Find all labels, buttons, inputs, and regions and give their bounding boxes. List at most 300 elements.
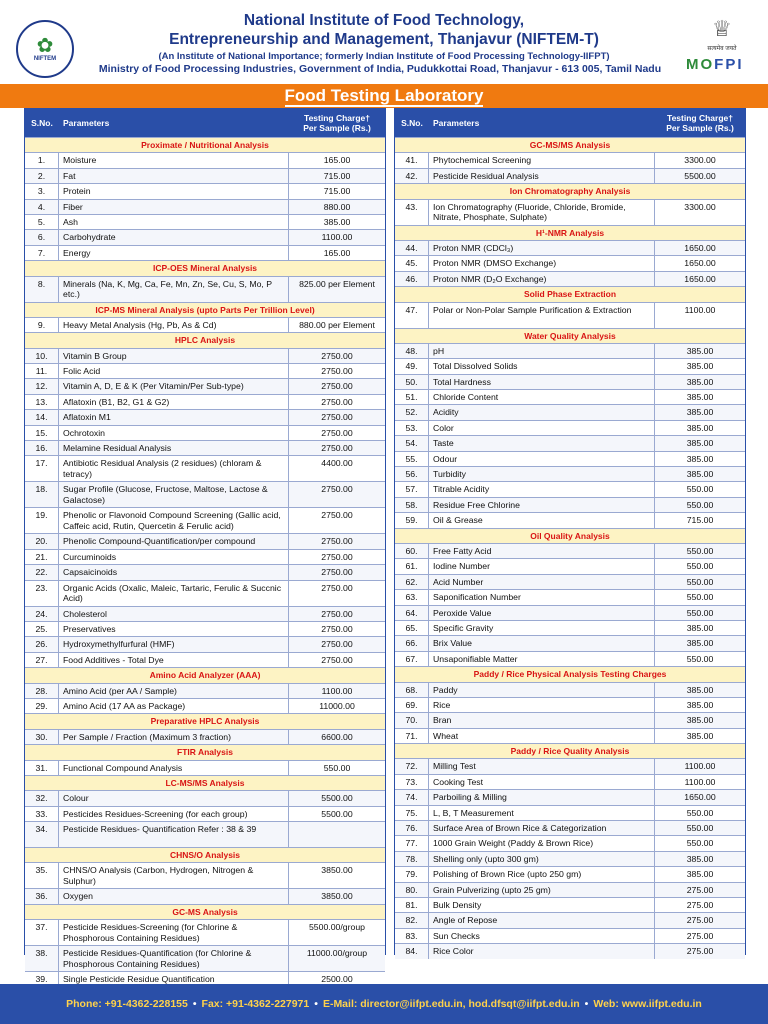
cell-charge: 275.00: [686, 946, 714, 957]
cell-charge: 1650.00: [684, 258, 716, 269]
cell-parameter: Fat: [59, 169, 289, 183]
cell-sno: 83.: [395, 929, 429, 943]
cell-sno: 25.: [25, 622, 59, 636]
cell-charge: 4400.00: [321, 458, 353, 469]
cell-parameter: Chloride Content: [429, 390, 655, 404]
charges-table-right: [394, 108, 746, 955]
cell-charge: 385.00: [686, 730, 714, 741]
cell-parameter: Preservatives: [59, 622, 289, 636]
cell-charge: 2750.00: [321, 567, 353, 578]
header-sno: S.No.: [31, 118, 53, 128]
cell-sno: 14.: [25, 410, 59, 424]
table-row: [395, 605, 745, 620]
cell-parameter: Phenolic Compound-Quantification/per compound: [59, 534, 289, 548]
table-row: [395, 712, 745, 727]
cell-parameter: Hydroxymethylfurfural (HMF): [59, 637, 289, 651]
cell-sno: 22.: [25, 565, 59, 579]
cell-sno: 28.: [25, 684, 59, 698]
cell-parameter: Heavy Metal Analysis (Hg, Pb, As & Cd): [59, 318, 289, 332]
header-charge-line1: Testing Charge†: [667, 113, 733, 123]
section-header: HPLC Analysis: [25, 332, 385, 347]
cell-sno: 75.: [395, 806, 429, 820]
table-row: [395, 835, 745, 850]
cell-parameter: Amino Acid (17 AA as Package): [59, 699, 289, 713]
cell-charge: 2750.00: [321, 536, 353, 547]
national-emblem-icon: ♕: [712, 16, 732, 41]
table-row: [25, 698, 385, 713]
mofpi-logo: [686, 56, 744, 73]
cell-charge: 2500.00: [321, 974, 353, 985]
cell-charge: 1100.00: [684, 761, 716, 772]
cell-sno: 74.: [395, 790, 429, 804]
cell-charge: 385.00: [686, 438, 714, 449]
cell-charge: 715.00: [323, 186, 351, 197]
cell-parameter: Bran: [429, 713, 655, 727]
table-row: [25, 549, 385, 564]
cell-charge: 2750.00: [321, 639, 353, 650]
cell-sno: 64.: [395, 606, 429, 620]
cell-charge: 11000.00: [319, 700, 355, 711]
table-row: [25, 580, 385, 606]
cell-sno: 81.: [395, 898, 429, 912]
cell-parameter: Ash: [59, 215, 289, 229]
table-row: [395, 589, 745, 604]
cell-charge: 2750.00: [321, 427, 353, 438]
cell-charge: 3300.00: [684, 201, 716, 212]
institute-logo: [16, 20, 74, 78]
cell-parameter: Rice: [429, 698, 655, 712]
table-row: [25, 564, 385, 579]
cell-sno: 54.: [395, 436, 429, 450]
cell-charge: 2750.00: [321, 366, 353, 377]
cell-sno: 5.: [25, 215, 59, 229]
cell-sno: 67.: [395, 652, 429, 666]
table-row: [395, 302, 745, 328]
section-header: GC-MS Analysis: [25, 904, 385, 919]
cell-charge: 550.00: [686, 607, 714, 618]
cell-sno: 53.: [395, 421, 429, 435]
cell-charge: 6600.00: [321, 731, 353, 742]
mofpi-logo-rest: FPI: [714, 56, 744, 73]
cell-sno: 62.: [395, 575, 429, 589]
table-row: [25, 919, 385, 945]
cell-sno: 47.: [395, 303, 429, 328]
cell-charge: 550.00: [686, 592, 714, 603]
cell-sno: 73.: [395, 775, 429, 789]
cell-parameter: Surface Area of Brown Rice & Categorization: [429, 821, 655, 835]
cell-sno: 34.: [25, 822, 59, 847]
cell-sno: 8.: [25, 277, 59, 302]
cell-sno: 41.: [395, 153, 429, 167]
table-row: [395, 928, 745, 943]
table-row: [395, 481, 745, 496]
cell-sno: 17.: [25, 456, 59, 481]
cell-charge: 550.00: [686, 807, 714, 818]
cell-charge: 550.00: [323, 762, 351, 773]
cell-charge: 550.00: [686, 653, 714, 664]
table-row: [395, 943, 745, 958]
cell-charge: 2750.00: [321, 381, 353, 392]
cell-charge: 2750.00: [321, 654, 353, 665]
table-row: [25, 945, 385, 971]
cell-sno: 78.: [395, 852, 429, 866]
cell-charge: 385.00: [686, 345, 714, 356]
cell-sno: 66.: [395, 636, 429, 650]
cell-parameter: Curcuminoids: [59, 550, 289, 564]
table-row: [395, 420, 745, 435]
cell-charge: 385.00: [686, 407, 714, 418]
cell-parameter: Minerals (Na, K, Mg, Ca, Fe, Mn, Zn, Se, Cu, S, Mo, P etc.): [59, 277, 289, 302]
cell-sno: 27.: [25, 653, 59, 667]
leaf-icon: ✿: [36, 35, 54, 57]
cell-charge: 385.00: [686, 469, 714, 480]
cell-sno: 82.: [395, 913, 429, 927]
cell-sno: 35.: [25, 863, 59, 888]
cell-parameter: Sugar Profile (Glucose, Fructose, Maltose, Lactose & Galactose): [59, 482, 289, 507]
cell-charge: 550.00: [686, 561, 714, 572]
title-banner: [0, 84, 768, 108]
table-row: [25, 507, 385, 533]
cell-sno: 57.: [395, 482, 429, 496]
cell-parameter: Cholesterol: [59, 607, 289, 621]
cell-parameter: Food Additives - Total Dye: [59, 653, 289, 667]
section-header: Amino Acid Analyzer (AAA): [25, 667, 385, 682]
table-row: [25, 245, 385, 260]
cell-parameter: Angle of Repose: [429, 913, 655, 927]
cell-sno: 77.: [395, 836, 429, 850]
ministry-address: Ministry of Food Processing Industries, Government of India, Pudukkottai Road, Thanjavur - 613 005, Tamil Nadu: [98, 63, 662, 75]
table-row: [25, 729, 385, 744]
cell-sno: 76.: [395, 821, 429, 835]
table-row: [25, 621, 385, 636]
cell-charge: 550.00: [686, 545, 714, 556]
table-row: [395, 574, 745, 589]
cell-parameter: Grain Pulverizing (upto 25 gm): [429, 883, 655, 897]
table-row: [395, 497, 745, 512]
cell-charge: 2750.00: [321, 443, 353, 454]
cell-sno: 46.: [395, 272, 429, 286]
cell-parameter: Aflatoxin M1: [59, 410, 289, 424]
cell-parameter: Vitamin A, D, E & K (Per Vitamin/Per Sub-type): [59, 379, 289, 393]
cell-parameter: Proton NMR (DMSO Exchange): [429, 256, 655, 270]
cell-sno: 55.: [395, 452, 429, 466]
cell-parameter: Acidity: [429, 405, 655, 419]
cell-sno: 7.: [25, 246, 59, 260]
cell-charge: 3300.00: [684, 155, 716, 166]
cell-charge: 275.00: [686, 930, 714, 941]
cell-sno: 2.: [25, 169, 59, 183]
cell-sno: 80.: [395, 883, 429, 897]
cell-charge: 2750.00: [321, 510, 353, 521]
table-row: [25, 199, 385, 214]
cell-sno: 51.: [395, 390, 429, 404]
cell-charge: 385.00: [686, 869, 714, 880]
table-row: [25, 152, 385, 167]
cell-sno: 39.: [25, 972, 59, 986]
cell-sno: 16.: [25, 441, 59, 455]
table-row: [395, 358, 745, 373]
cell-parameter: Colour: [59, 791, 289, 805]
cell-charge: 165.00: [323, 247, 351, 258]
cell-charge: 550.00: [686, 823, 714, 834]
table-row: [395, 240, 745, 255]
footer-phone: Phone: +91-4362-228155: [66, 998, 188, 1010]
cell-parameter: Total Dissolved Solids: [429, 359, 655, 373]
section-header: Water Quality Analysis: [395, 328, 745, 343]
cell-charge: 1100.00: [684, 304, 716, 315]
table-row: [25, 481, 385, 507]
cell-parameter: Oil & Grease: [429, 513, 655, 527]
cell-parameter: Energy: [59, 246, 289, 260]
cell-parameter: Fiber: [59, 200, 289, 214]
cell-charge: 385.00: [686, 853, 714, 864]
cell-parameter: Pesticide Residues- Quantification Refer : 38 & 39: [59, 822, 289, 847]
section-header: ICP-MS Mineral Analysis (upto Parts Per Trillion Level): [25, 302, 385, 317]
cell-sno: 15.: [25, 426, 59, 440]
table-row: [25, 760, 385, 775]
section-header: GC-MS/MS Analysis: [395, 137, 745, 152]
logo-text: NIFTEM: [33, 56, 57, 62]
cell-sno: 52.: [395, 405, 429, 419]
table-row: [395, 558, 745, 573]
header-parameters: Parameters: [63, 118, 110, 128]
cell-sno: 70.: [395, 713, 429, 727]
table-row: [395, 451, 745, 466]
cell-sno: 36.: [25, 889, 59, 903]
cell-sno: 29.: [25, 699, 59, 713]
section-header: Proximate / Nutritional Analysis: [25, 137, 385, 152]
cell-sno: 21.: [25, 550, 59, 564]
table-row: [395, 271, 745, 286]
cell-parameter: Bulk Density: [429, 898, 655, 912]
table-row: [395, 820, 745, 835]
table-row: [395, 697, 745, 712]
table-row: [25, 533, 385, 548]
table-row: [395, 255, 745, 270]
cell-sno: 18.: [25, 482, 59, 507]
section-header: CHNS/O Analysis: [25, 847, 385, 862]
cell-parameter: Unsaponifiable Matter: [429, 652, 655, 666]
cell-charge: [289, 822, 385, 847]
cell-parameter: Single Pesticide Residue Quantification: [59, 972, 289, 986]
cell-sno: 11.: [25, 364, 59, 378]
mofpi-logo-m: M: [686, 56, 701, 73]
bullet-icon: •: [314, 998, 318, 1010]
page-title: Food Testing Laboratory: [284, 85, 484, 105]
table-row: [395, 897, 745, 912]
cell-charge: 385.00: [686, 715, 714, 726]
institute-name-line2: Entrepreneurship and Management, Thanjavur (NIFTEM-T): [169, 31, 599, 48]
cell-sno: 10.: [25, 349, 59, 363]
institute-name-line1: National Institute of Food Technology,: [243, 12, 525, 29]
cell-parameter: Per Sample / Fraction (Maximum 3 fraction): [59, 730, 289, 744]
contact-footer: [0, 984, 768, 1024]
section-header: Paddy / Rice Physical Analysis Testing Charges: [395, 666, 745, 681]
cell-parameter: Rice Color: [429, 944, 655, 958]
bullet-icon: •: [192, 998, 197, 1010]
table-row: [25, 455, 385, 481]
cell-parameter: Phytochemical Screening: [429, 153, 655, 167]
table-header: [25, 109, 385, 137]
cell-charge: 385.00: [686, 422, 714, 433]
table-row: [25, 683, 385, 698]
cell-parameter: Vitamin B Group: [59, 349, 289, 363]
page-header: [0, 0, 768, 82]
cell-parameter: Pesticides Residues-Screening (for each group): [59, 807, 289, 821]
cell-sno: 56.: [395, 467, 429, 481]
cell-parameter: Oxygen: [59, 889, 289, 903]
cell-parameter: Carbohydrate: [59, 230, 289, 244]
cell-charge: 385.00: [686, 638, 714, 649]
table-row: [25, 276, 385, 302]
table-row: [25, 229, 385, 244]
cell-charge: 5500.00: [684, 170, 716, 181]
cell-charge: 275.00: [686, 899, 714, 910]
footer-web[interactable]: Web: www.iifpt.edu.in: [593, 998, 702, 1010]
cell-sno: 59.: [395, 513, 429, 527]
cell-sno: 79.: [395, 867, 429, 881]
cell-parameter: Phenolic or Flavonoid Compound Screening (Gallic acid, Caffeic acid, Rutin, Quercetin & Ferulic acid): [59, 508, 289, 533]
cell-charge: 1650.00: [684, 273, 716, 284]
table-body: [395, 137, 745, 959]
header-charge-line1: Testing Charge†: [304, 113, 370, 123]
cell-sno: 23.: [25, 581, 59, 606]
cell-charge: 550.00: [686, 838, 714, 849]
table-row: [25, 862, 385, 888]
table-row: [395, 343, 745, 358]
table-row: [395, 152, 745, 167]
cell-charge: 385.00: [686, 453, 714, 464]
header-charge-line2: Per Sample (Rs.): [303, 123, 371, 133]
cell-parameter: Pesticide Residues-Screening (for Chlorine & Phosphorous Containing Residues): [59, 920, 289, 945]
cell-parameter: CHNS/O Analysis (Carbon, Hydrogen, Nitrogen & Sulphur): [59, 863, 289, 888]
cell-sno: 6.: [25, 230, 59, 244]
cell-sno: 43.: [395, 200, 429, 225]
cell-parameter: Pesticide Residues-Quantification (for Chlorine & Phosphorous Containing Residues): [59, 946, 289, 971]
cell-sno: 42.: [395, 169, 429, 183]
cell-sno: 44.: [395, 241, 429, 255]
cell-parameter: Total Hardness: [429, 375, 655, 389]
cell-charge: 5500.00: [321, 793, 353, 804]
cell-charge: 5500.00: [321, 808, 353, 819]
cell-parameter: Polishing of Brown Rice (upto 250 gm): [429, 867, 655, 881]
table-row: [395, 389, 745, 404]
cell-sno: 19.: [25, 508, 59, 533]
table-row: [25, 636, 385, 651]
table-row: [395, 620, 745, 635]
cell-parameter: Antibiotic Residual Analysis (2 residues) (chloram & tetracy): [59, 456, 289, 481]
cell-parameter: Ion Chromatography (Fluoride, Chloride, Bromide, Nitrate, Phosphate, Sulphate): [429, 200, 655, 225]
cell-parameter: Proton NMR (D₂O Exchange): [429, 272, 655, 286]
cell-charge: 880.00: [323, 201, 351, 212]
cell-parameter: Amino Acid (per AA / Sample): [59, 684, 289, 698]
table-row: [395, 543, 745, 558]
table-row: [395, 435, 745, 450]
cell-sno: 63.: [395, 590, 429, 604]
cell-charge: 385.00: [686, 376, 714, 387]
table-row: [395, 774, 745, 789]
table-row: [395, 789, 745, 804]
cell-parameter: Cooking Test: [429, 775, 655, 789]
cell-parameter: Brix Value: [429, 636, 655, 650]
cell-parameter: Acid Number: [429, 575, 655, 589]
cell-sno: 33.: [25, 807, 59, 821]
cell-charge: 550.00: [686, 576, 714, 587]
cell-parameter: L, B, T Measurement: [429, 806, 655, 820]
cell-parameter: Moisture: [59, 153, 289, 167]
table-row: [25, 378, 385, 393]
cell-parameter: Aflatoxin (B1, B2, G1 & G2): [59, 395, 289, 409]
table-row: [25, 348, 385, 363]
cell-charge: 2750.00: [321, 608, 353, 619]
cell-charge: 550.00: [686, 484, 714, 495]
cell-charge: 2750.00: [321, 484, 353, 495]
table-row: [25, 214, 385, 229]
table-row: [395, 866, 745, 881]
section-header: Ion Chromatography Analysis: [395, 183, 745, 198]
cell-parameter: Taste: [429, 436, 655, 450]
cell-sno: 60.: [395, 544, 429, 558]
cell-parameter: Saponification Number: [429, 590, 655, 604]
cell-sno: 20.: [25, 534, 59, 548]
header-charge-line2: Per Sample (Rs.): [666, 123, 734, 133]
cell-parameter: pH: [429, 344, 655, 358]
cell-sno: 48.: [395, 344, 429, 358]
table-row: [25, 317, 385, 332]
cell-sno: 13.: [25, 395, 59, 409]
section-header: Oil Quality Analysis: [395, 528, 745, 543]
cell-charge: 385.00: [686, 361, 714, 372]
section-header: Paddy / Rice Quality Analysis: [395, 743, 745, 758]
cell-charge: 2750.00: [321, 623, 353, 634]
table-row: [395, 805, 745, 820]
bullet-icon: •: [584, 998, 589, 1010]
cell-sno: 72.: [395, 759, 429, 773]
cell-charge: 1650.00: [684, 242, 716, 253]
cell-sno: 4.: [25, 200, 59, 214]
section-header: Solid Phase Extraction: [395, 286, 745, 301]
header-charge: [655, 113, 745, 133]
mofpi-logo-o: O: [700, 56, 715, 73]
table-row: [25, 363, 385, 378]
cell-sno: 84.: [395, 944, 429, 958]
cell-charge: 2750.00: [321, 412, 353, 423]
cell-charge: 1650.00: [684, 792, 716, 803]
cell-parameter: Polar or Non-Polar Sample Purification & Extraction: [429, 303, 655, 328]
cell-charge: 2750.00: [321, 350, 353, 361]
cell-parameter: Melamine Residual Analysis: [59, 441, 289, 455]
cell-parameter: Specific Gravity: [429, 621, 655, 635]
cell-sno: 68.: [395, 683, 429, 697]
cell-sno: 3.: [25, 184, 59, 198]
cell-sno: 37.: [25, 920, 59, 945]
cell-sno: 69.: [395, 698, 429, 712]
cell-charge: 2750.00: [321, 396, 353, 407]
cell-sno: 12.: [25, 379, 59, 393]
table-body: [25, 137, 385, 1002]
table-row: [395, 199, 745, 225]
table-row: [25, 652, 385, 667]
footer-email[interactable]: E-Mail: director@iifpt.edu.in, hod.dfsqt@iifpt.edu.in: [322, 998, 580, 1010]
cell-parameter: Protein: [59, 184, 289, 198]
cell-charge: 275.00: [686, 915, 714, 926]
cell-parameter: Organic Acids (Oxalic, Maleic, Tartaric, Ferulic & Succnic Acid): [59, 581, 289, 606]
table-row: [25, 821, 385, 847]
cell-sno: 61.: [395, 559, 429, 573]
table-row: [25, 806, 385, 821]
cell-charge: 2750.00: [321, 551, 353, 562]
cell-charge: 550.00: [686, 499, 714, 510]
